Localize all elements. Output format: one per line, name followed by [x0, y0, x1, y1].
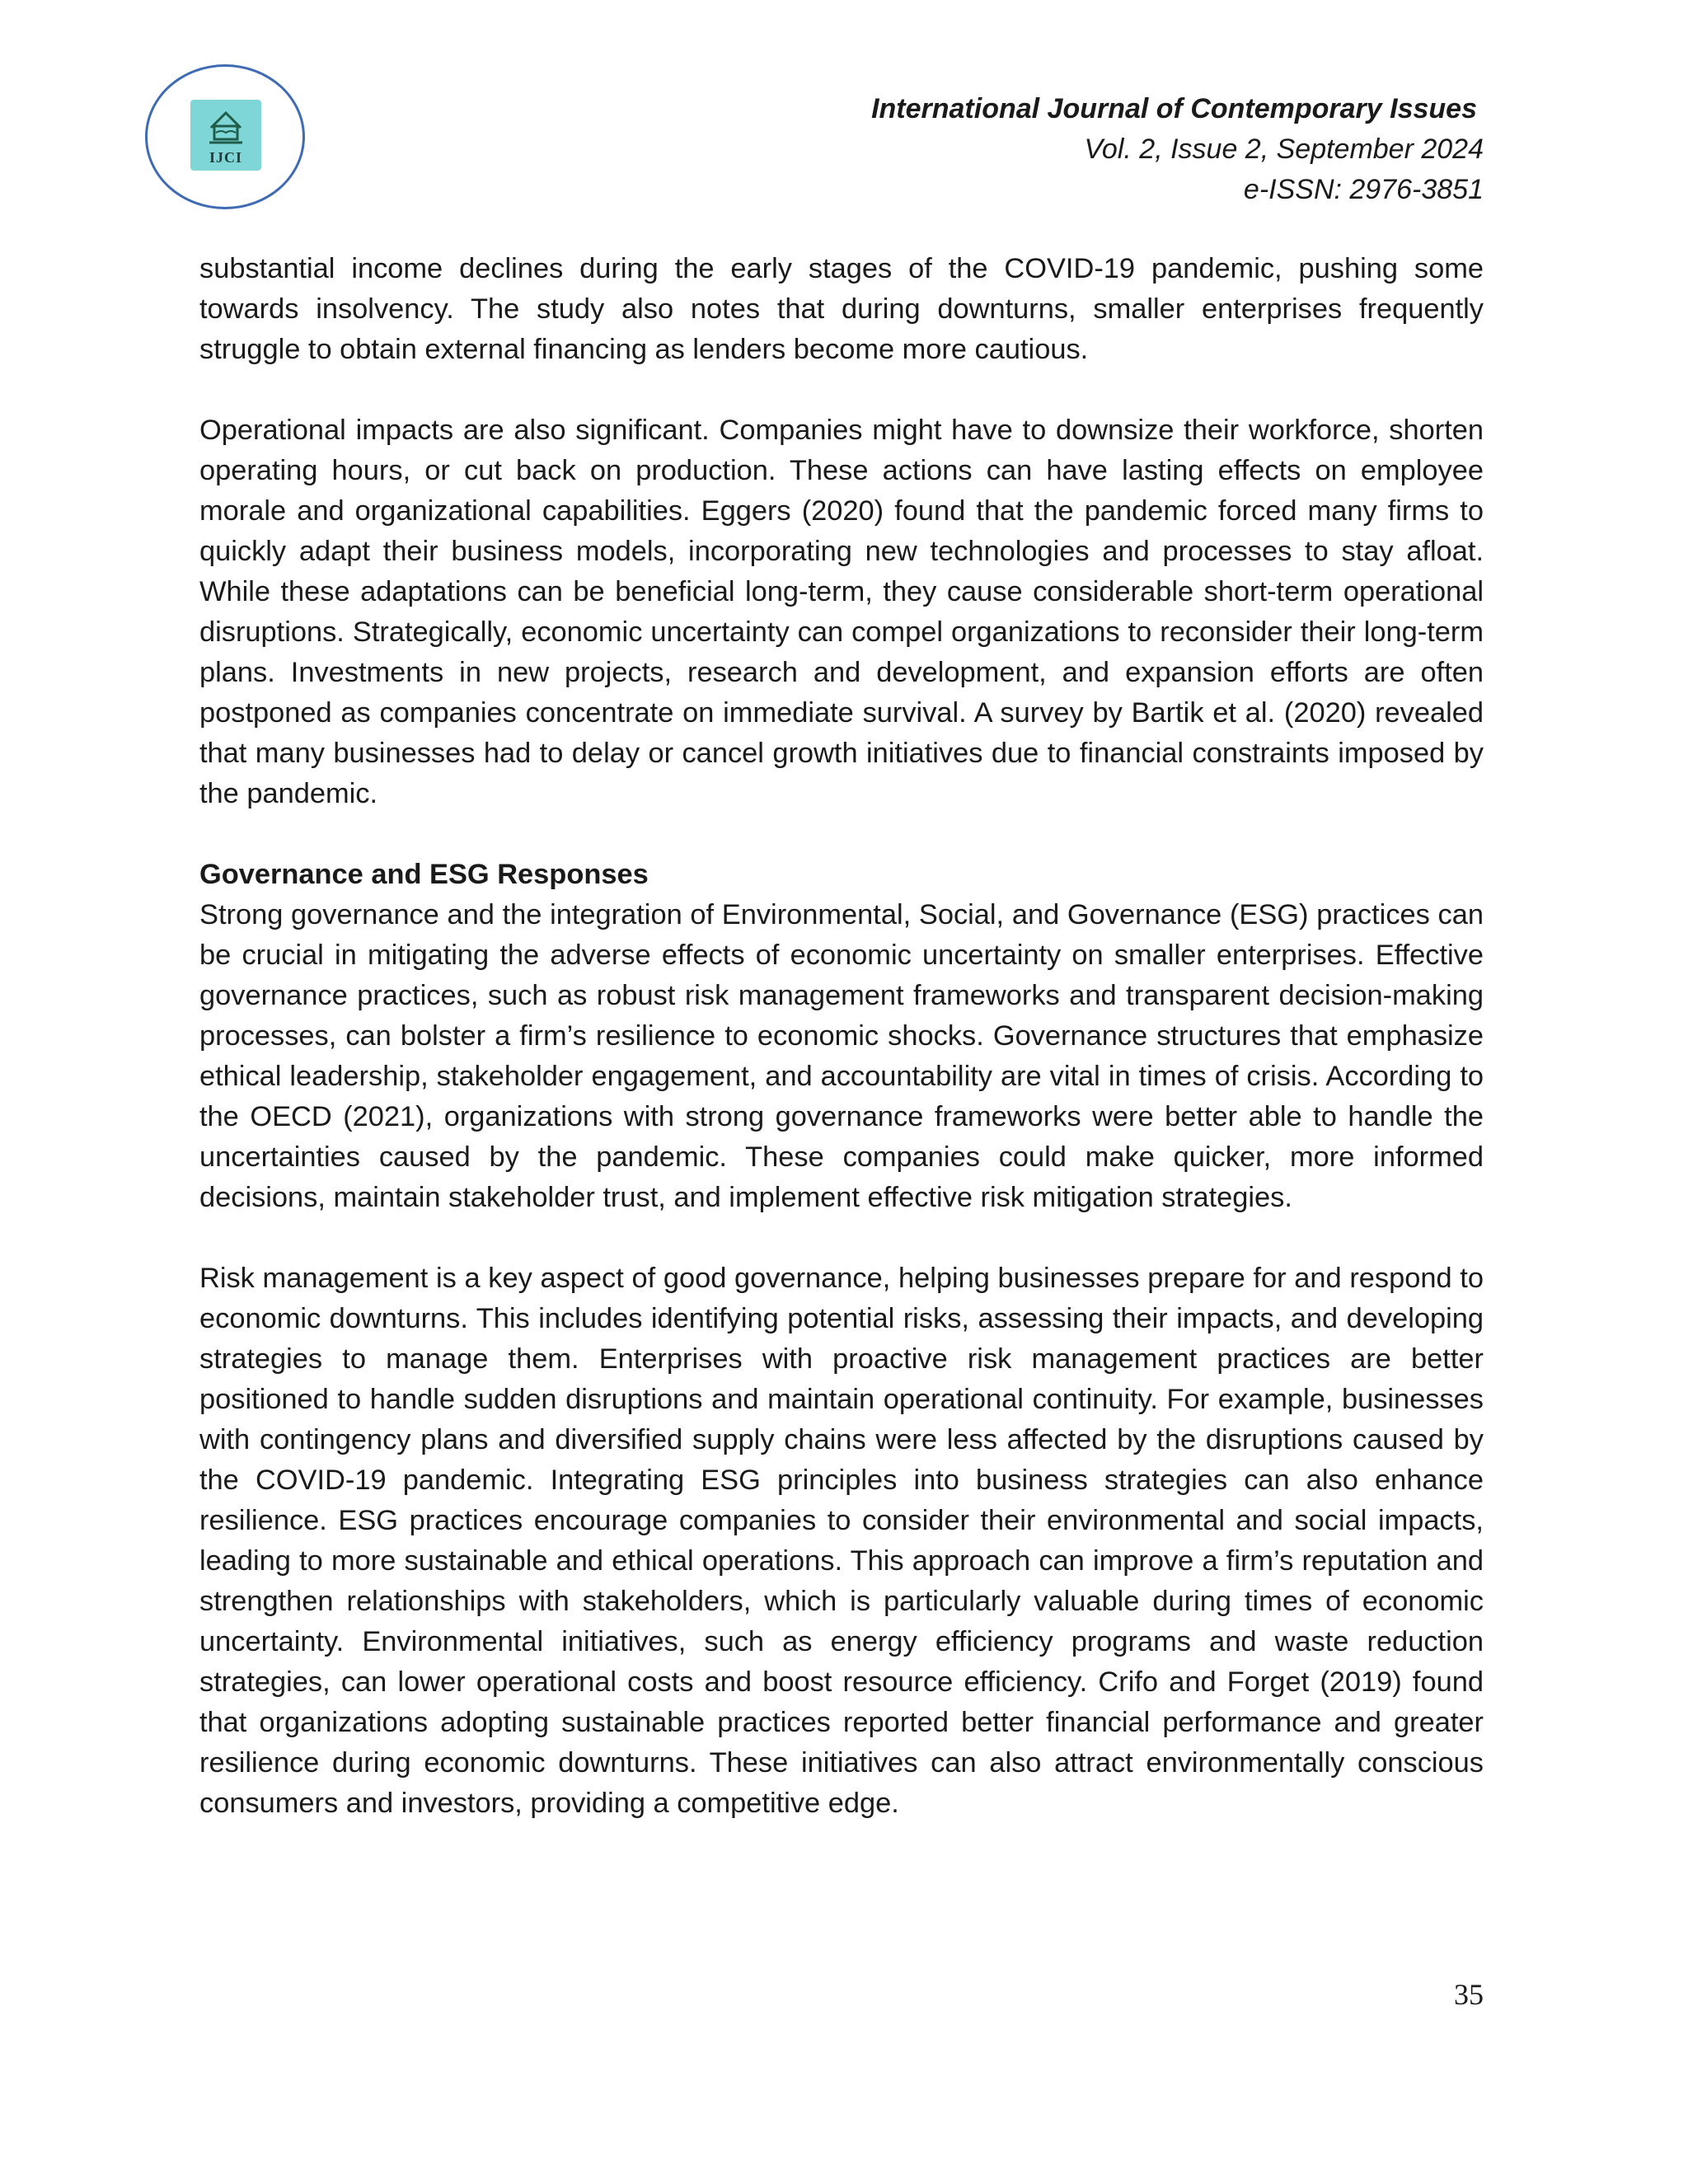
journal-volume: Vol. 2, Issue 2, September 2024 [1084, 134, 1484, 165]
section-heading-governance-esg: Governance and ESG Responses [199, 859, 649, 890]
page-number: 35 [1454, 1978, 1484, 2011]
journal-logo [145, 64, 305, 209]
logo-text: IJCI [209, 149, 242, 166]
paragraph-income-declines: substantial income declines during the early stages of the COVID-19 pandemic, pushing some towards insolvency. The study also notes that during downturns, smaller enterprises frequently struggle to obtain external financing as lenders become more cautious. [199, 253, 1484, 365]
paragraph-risk-management: Risk management is a key aspect of good governance, helping businesses prepare for and respond to economic downturns. This includes identifying potential risks, assessing their impacts, and developing strategies to manage them. Enterprises with proactive risk management practices are better positioned to handle sudden disruptions and maintain operational continuity. For example, businesses with contingency plans and diversified supply chains were less affected by the disruptions caused by the COVID-19 pandemic. Integrating ESG principles into business strategies can also enhance resilience. ESG practices encourage companies to consider their environmental and social impacts, leading to more sustainable and ethical operations. This approach can improve a firm’s reputation and strengthen relationships with stakeholders, which is particularly valuable during times of economic uncertainty. Environmental initiatives, such as energy efficiency programs and waste reduction strategies, can lower operational costs and boost resource efficiency. Crifo and Forget (2019) found that organizations adopting sustainable practices reported better financial performance and greater resilience during economic downturns. These initiatives can also attract environmentally conscious consumers and investors, providing a competitive edge. [199, 1263, 1484, 1819]
journal-issn: e-ISSN: 2976-3851 [1243, 174, 1484, 205]
paragraph-operational-impacts: Operational impacts are also significant. Companies might have to downsize their workforce, shorten operating hours, or cut back on production. These actions can have lasting effects on employee morale and organizational capabilities. Eggers (2020) found that the pandemic forced many firms to quickly adapt their business models, incorporating new technologies and processes to stay afloat. While these adaptations can be beneficial long-term, they cause considerable short-term operational disruptions. Strategically, economic uncertainty can compel organizations to reconsider their long-term plans. Investments in new projects, research and development, and expansion efforts are often postponed as companies concentrate on immediate survival. A survey by Bartik et al. (2020) revealed that many businesses had to delay or cancel growth initiatives due to financial constraints imposed by the pandemic. [199, 415, 1484, 809]
logo-badge [190, 100, 261, 171]
paragraph-governance: Strong governance and the integration of Environmental, Social, and Governance (ESG) practices can be crucial in mitigating the adverse effects of economic uncertainty on smaller enterprises. Effective governance practices, such as robust risk management frameworks and transparent decision-making processes, can bolster a firm’s resilience to economic shocks. Governance structures that emphasize ethical leadership, stakeholder engagement, and accountability are vital in times of crisis. According to the OECD (2021), organizations with strong governance frameworks were better able to handle the uncertainties caused by the pandemic. These companies could make quicker, more informed decisions, maintain stakeholder trust, and implement effective risk mitigation strategies. [199, 899, 1484, 1213]
laptop-book-icon [204, 106, 247, 148]
journal-header [871, 89, 1484, 210]
journal-name: International Journal of Contemporary Issues [871, 93, 1477, 124]
article-body [199, 249, 1484, 1864]
